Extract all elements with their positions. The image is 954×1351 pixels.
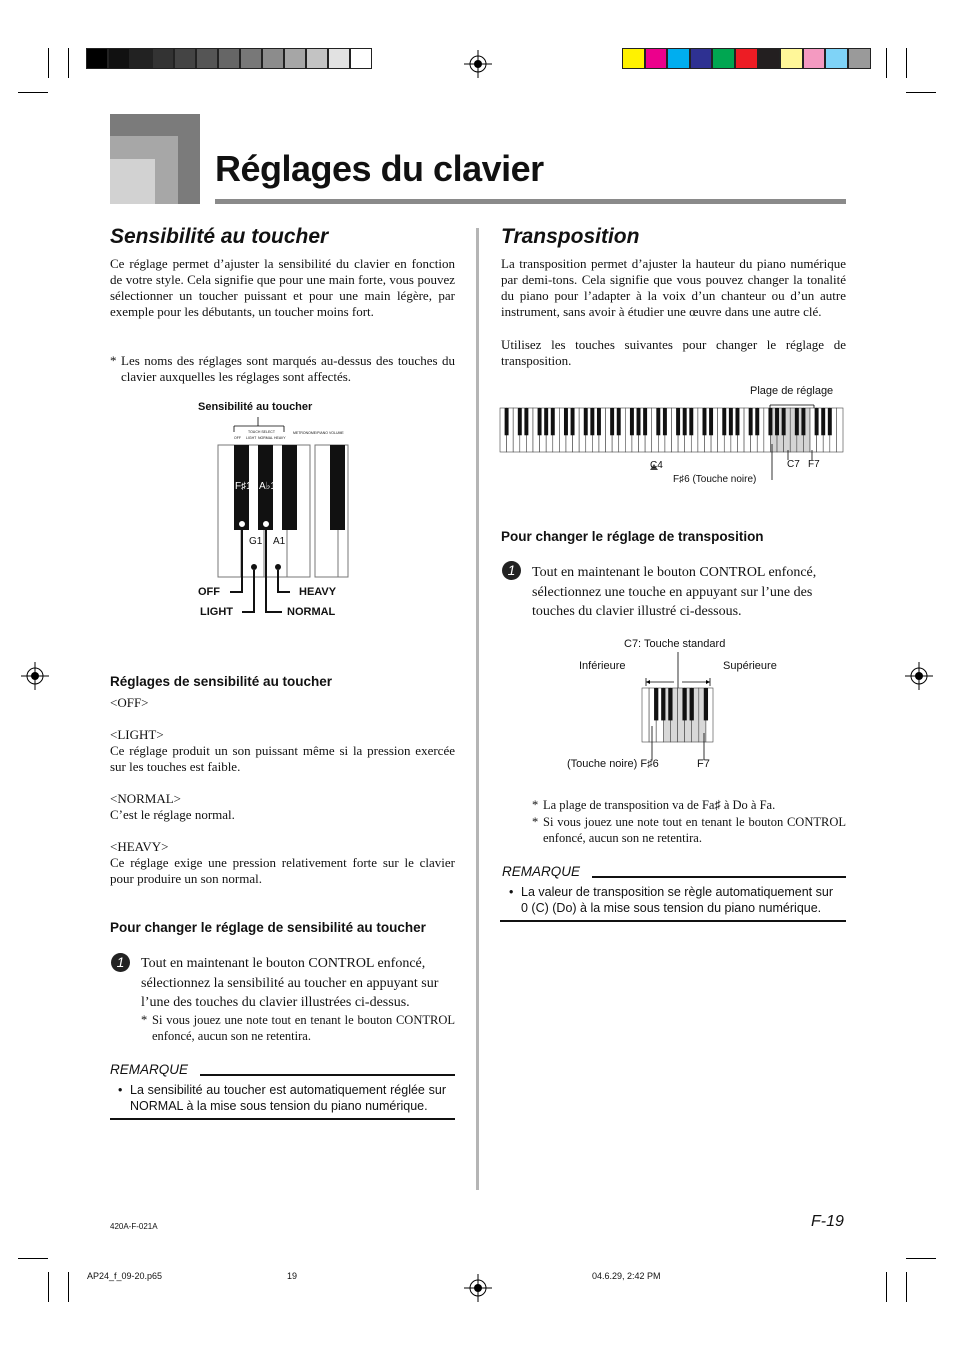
- gray-swatch: [262, 48, 284, 69]
- black-key: [676, 408, 680, 435]
- change-touch-heading: Pour changer le réglage de sensibilité au toucher: [110, 920, 426, 935]
- remarque-right-rule-top: [592, 876, 846, 878]
- detail-black-key: [654, 688, 658, 720]
- black-key: [689, 408, 693, 435]
- gray-swatch: [284, 48, 306, 69]
- touch-diagram-caption: Sensibilité au toucher: [198, 401, 313, 413]
- color-swatch: [645, 48, 668, 69]
- setting-off: <OFF>: [110, 695, 149, 710]
- gray-swatch: [306, 48, 328, 69]
- printed-heavy: HEAVY: [274, 436, 286, 440]
- color-swatch: [690, 48, 713, 69]
- black-key: [775, 408, 779, 435]
- gray-swatch: [350, 48, 372, 69]
- remarque-left-rule-bottom: [110, 1118, 455, 1120]
- registration-mark-left: [21, 662, 49, 690]
- remarque-right-text: • La valeur de transposition se règle automatiquement sur 0 (C) (Do) à la mise sous tension du piano numérique.: [509, 885, 833, 915]
- step-1-touch-note: * Si vous jouez une note tout en tenant le bouton CONTROL enfoncé, aucun son ne retentira.: [141, 1013, 455, 1043]
- white-key-label-a1: A1: [273, 536, 286, 547]
- label-light: LIGHT: [200, 606, 233, 618]
- color-swatch: [825, 48, 848, 69]
- black-key: [735, 408, 739, 435]
- black-key: [828, 408, 832, 435]
- step-1-transposition-text: Tout en maintenant le bouton CONTROL enfoncé, sélectionnez une touche en appuyant sur l’une des touches du clavier illustré ci-dessous.: [532, 565, 817, 619]
- black-key: [703, 408, 707, 435]
- label-c7: C7: [787, 459, 800, 470]
- setting-light-title: <LIGHT>: [110, 727, 164, 742]
- black-key: [821, 408, 825, 435]
- black-key: [768, 408, 772, 435]
- detail-black-key: [704, 688, 708, 720]
- black-key: [590, 408, 594, 435]
- black-key: [610, 408, 614, 435]
- detail-black-key: [661, 688, 665, 720]
- white-key: [836, 408, 843, 452]
- step-1-transposition: 1: [502, 561, 521, 580]
- detail-standard-label: C7: Touche standard: [624, 638, 726, 650]
- step-1-touch: 1: [111, 953, 130, 972]
- black-key: [630, 408, 634, 435]
- detail-black-key: [668, 688, 672, 720]
- detail-fs6-label: (Touche noire) F♯6: [567, 758, 659, 770]
- color-swatch: [735, 48, 758, 69]
- color-swatch: [803, 48, 826, 69]
- black-key: [538, 408, 542, 435]
- touch-asterisk-note: * Les noms des réglages sont marqués au-dessus des touches du clavier auxquelles les réglages sont affectés.: [110, 353, 455, 384]
- registration-mark-top: [464, 50, 492, 78]
- label-off: OFF: [198, 586, 220, 598]
- black-key: [544, 408, 548, 435]
- gray-swatch: [218, 48, 240, 69]
- color-swatch: [758, 48, 781, 69]
- footer-date: 04.6.29, 2:42 PM: [592, 1271, 661, 1281]
- black-key: [729, 408, 733, 435]
- remarque-right-title: REMARQUE: [502, 864, 581, 879]
- gray-swatch: [328, 48, 350, 69]
- transposition-intro-2: Utilisez les touches suivantes pour changer le réglage de transposition.: [501, 337, 846, 368]
- black-key: [709, 408, 713, 435]
- gray-swatch: [152, 48, 174, 69]
- document-code: 420A-F-021A: [110, 1222, 158, 1231]
- step-1-touch-text: Tout en maintenant le bouton CONTROL enfoncé, sélectionnez la sensibilité au toucher en appuyant sur l’une des touches du clavier illustrées ci-dessus.: [141, 956, 439, 1010]
- title-underline: [215, 199, 846, 204]
- detail-f7-label: F7: [697, 758, 710, 770]
- gray-swatch: [240, 48, 262, 69]
- detail-black-key: [682, 688, 686, 720]
- black-key: [597, 408, 601, 435]
- printed-light: LIGHT: [246, 436, 257, 440]
- setting-heavy-title: <HEAVY>: [110, 839, 169, 854]
- full-keyboard-diagram: [498, 400, 846, 490]
- black-key: [749, 408, 753, 435]
- section-heading-transposition: Transposition: [501, 225, 640, 248]
- color-swatch: [622, 48, 645, 69]
- black-key: [782, 408, 786, 435]
- black-key: [656, 408, 660, 435]
- registration-mark-right: [905, 662, 933, 690]
- detail-white-key: [642, 688, 649, 742]
- color-swatch: [712, 48, 735, 69]
- black-key: [564, 408, 568, 435]
- color-swatch: [848, 48, 871, 69]
- gray-swatch: [196, 48, 218, 69]
- label-fs6: F♯6 (Touche noire): [673, 474, 757, 485]
- black-key: [571, 408, 575, 435]
- range-label: Plage de réglage: [750, 385, 834, 397]
- transposition-note-1: * La plage de transposition va de Fa♯ à Do à Fa.: [532, 798, 776, 812]
- black-key: [551, 408, 555, 435]
- printed-metronome-volume: METRONOME/PIANO VOLUME: [293, 431, 344, 435]
- detail-upper-label: Supérieure: [723, 660, 777, 672]
- page-number: F-19: [811, 1213, 844, 1230]
- remarque-left-text: • La sensibilité au toucher est automatiquement réglée sur NORMAL à la mise sous tension du piano numérique.: [118, 1083, 446, 1113]
- setting-heavy-text: Ce réglage exige une pression relativement forte sur le clavier pour produire un son normal.: [110, 855, 455, 886]
- black-key: [637, 408, 641, 435]
- settings-heading: Réglages de sensibilité au toucher: [110, 674, 333, 689]
- setting-normal-text: C’est le réglage normal.: [110, 807, 235, 822]
- footer-page: 19: [287, 1271, 298, 1281]
- transposition-note-2: * Si vous jouez une note tout en tenant le bouton CONTROL enfoncé, aucun son ne retentira.: [532, 815, 846, 845]
- black-key: [683, 408, 687, 435]
- gray-swatch: [174, 48, 196, 69]
- white-key-label-g1: G1: [249, 536, 263, 547]
- remarque-right-rule-bottom: [500, 920, 846, 922]
- remarque-left-title: REMARQUE: [110, 1062, 189, 1077]
- label-normal: NORMAL: [287, 606, 336, 618]
- registration-mark-bottom: [464, 1274, 492, 1302]
- black-key: [643, 408, 647, 435]
- black-key: [524, 408, 528, 435]
- remarque-left-rule-top: [200, 1074, 455, 1076]
- black-key: [755, 408, 759, 435]
- detail-lower-label: Inférieure: [579, 660, 626, 672]
- section-heading-touch: Sensibilité au toucher: [110, 225, 329, 248]
- black-key: [815, 408, 819, 435]
- label-c4: C4: [650, 460, 663, 471]
- color-swatch: [780, 48, 803, 69]
- color-swatch: [667, 48, 690, 69]
- detail-keyboard-diagram: [636, 648, 726, 768]
- black-key: [801, 408, 805, 435]
- setting-light-text: Ce réglage produit un son puissant même si la pression exercée sur les touches est faible.: [110, 743, 455, 774]
- printed-touch-select: TOUCH SELECT: [248, 430, 275, 434]
- page-title: Réglages du clavier: [215, 148, 544, 189]
- setting-normal-title: <NORMAL>: [110, 791, 181, 806]
- printed-normal: NORMAL: [258, 436, 273, 440]
- detail-black-key: [690, 688, 694, 720]
- gray-swatch: [130, 48, 152, 69]
- label-f7: F7: [808, 459, 820, 470]
- black-key: [722, 408, 726, 435]
- black-key-label-ab1: A♭1: [259, 481, 276, 492]
- label-heavy: HEAVY: [299, 586, 337, 598]
- black-key: [795, 408, 799, 435]
- column-divider: [476, 228, 479, 1190]
- footer-file: AP24_f_09-20.p65: [87, 1271, 163, 1281]
- printed-off: OFF: [234, 436, 241, 440]
- touch-intro: Ce réglage permet d’ajuster la sensibilité du clavier en fonction de votre style. Cela signifie que pour une main forte, vous pouvez sélectionner un toucher puissant et pour une main légère, par exemple pour les débutants, un toucher moins fort.: [110, 256, 455, 319]
- black-key: [663, 408, 667, 435]
- gray-swatch: [108, 48, 130, 69]
- black-key-label-fs1: F♯1: [235, 481, 252, 492]
- gray-swatch: [86, 48, 108, 69]
- black-key: [617, 408, 621, 435]
- black-key: [505, 408, 509, 435]
- change-transposition-heading: Pour changer le réglage de transposition: [501, 529, 764, 544]
- transposition-intro: La transposition permet d’ajuster la hauteur du piano numérique par demi-tons. Cela signifie que vous pouvez changer la tonalité du piano pour l’adapter à la voix d’un chanteur ou d’un autre instrument, sans avoir à étudier une œuvre dans une autre clé.: [501, 256, 846, 319]
- black-key: [584, 408, 588, 435]
- black-key: [518, 408, 522, 435]
